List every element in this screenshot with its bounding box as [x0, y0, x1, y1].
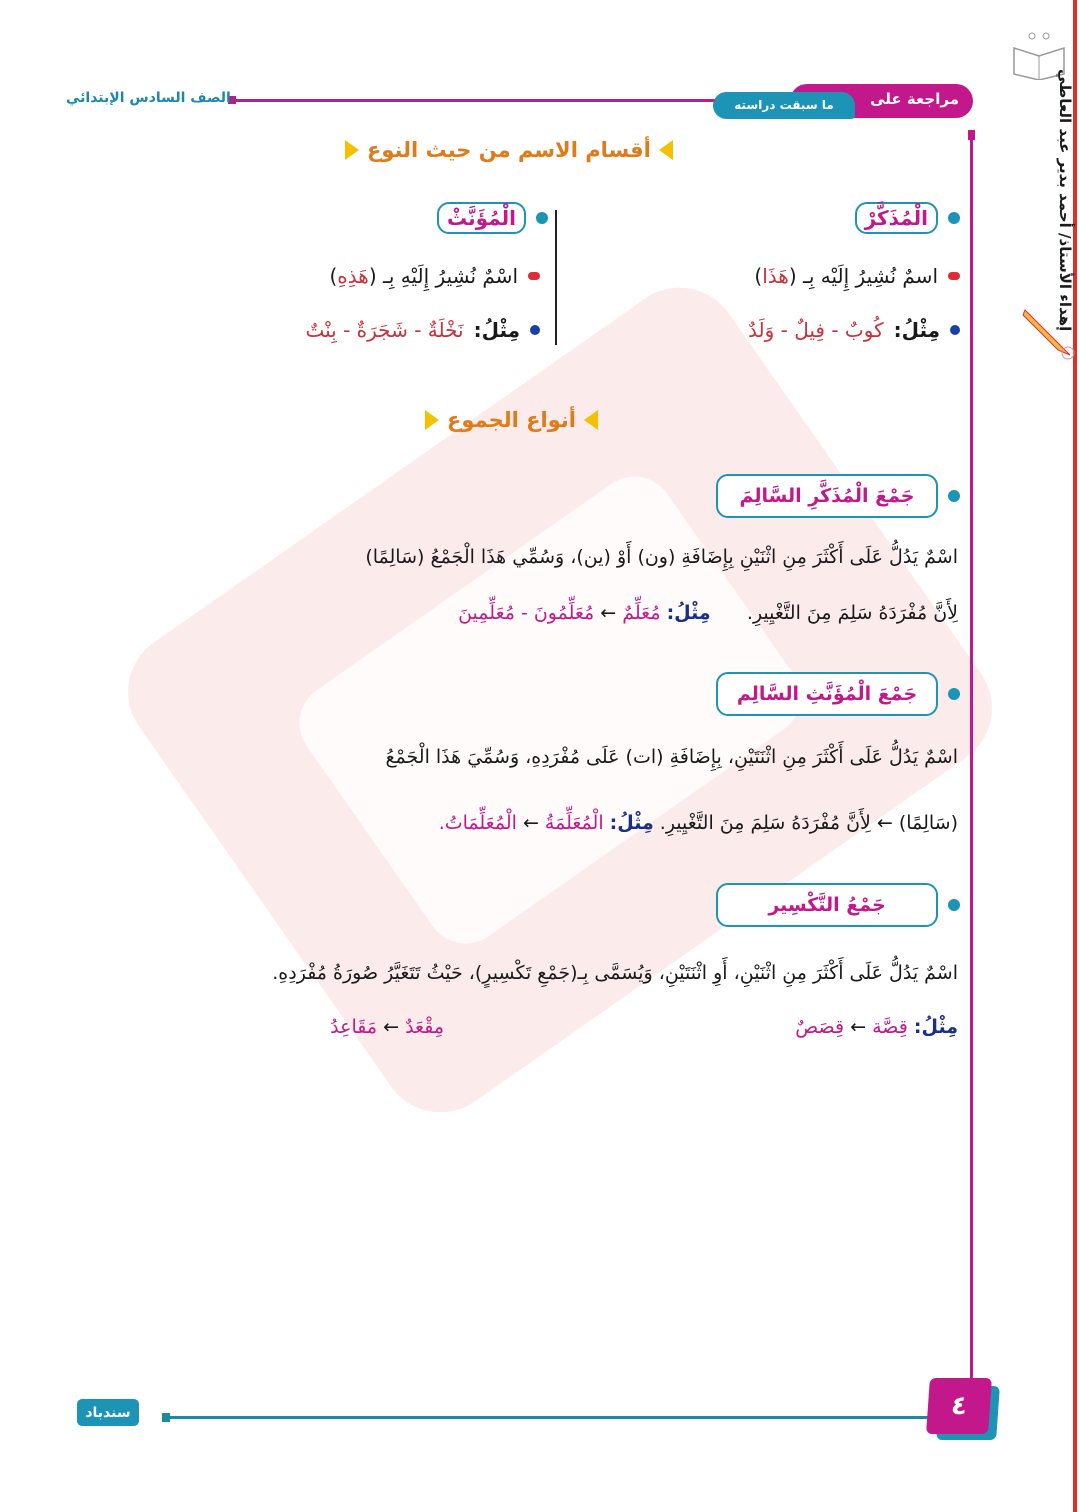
- broken-plural-line1: اسْمٌ يَدُلُّ عَلَى أَكْثَرَ مِنِ اثْنَيْنِ، أَوِ اثْنَتَيْنِ، وَيُسَمَّى بِـ(جَمْعِ تَكْسِيرٍ)، حَيْثُ تَتَغَيَّرُ صُورَةُ مُفْرَدِهِ.: [272, 962, 958, 984]
- triangle-icon: [584, 410, 598, 430]
- def-text: اسمٌ نُشِيرُ إِلَيْه بِـ (: [788, 264, 938, 288]
- feminine-heading: [437, 202, 548, 234]
- feminine-tag: الْمُؤَنَّثْ: [437, 202, 526, 234]
- example-label: مِثْلُ:: [893, 318, 940, 342]
- grade-label: الصف السادس الإبتدائي: [66, 90, 231, 106]
- broken-plural-example2: [330, 1016, 444, 1038]
- example-singular: قِصَّة: [872, 1016, 908, 1038]
- reason-text: لِأَنَّ مُفْرَدَهُ سَلِمَ مِنَ التَّغْيِيرِ.: [746, 602, 958, 624]
- bullet-icon: [948, 490, 960, 502]
- reason-text: لِأَنَّ مُفْرَدَهُ سَلِمَ مِنَ التَّغْيِيرِ.: [659, 812, 871, 834]
- example-singular: مُعَلِّمٌ: [622, 602, 661, 624]
- review-badge: مراجعة على: [790, 84, 973, 118]
- bullet-icon: [948, 899, 960, 911]
- example-label: مِثْلُ:: [666, 602, 711, 624]
- masc-plural-line2: [458, 602, 958, 624]
- arrow-icon: ←: [850, 1016, 867, 1038]
- previous-badge: ما سبقت دراسته: [713, 92, 855, 119]
- arrow-icon: ←: [522, 812, 539, 834]
- def-word: هَذَا: [762, 264, 789, 288]
- footer-line: [168, 1416, 933, 1419]
- credit-text: إهداء الأستاذ/ أحمد بدير عبد العاطي: [1056, 68, 1074, 332]
- masc-plural-tag: جَمْعَ الْمُذَكَّرِ السَّالِمَ: [716, 474, 938, 518]
- arrow-icon: ←: [383, 1016, 400, 1038]
- def-text: ): [754, 264, 763, 288]
- bullet-icon: [530, 325, 540, 335]
- header-line: [230, 99, 720, 102]
- triangle-icon: [425, 410, 439, 430]
- example-words: كُوبٌ - فِيلٌ - وَلَدٌ: [748, 318, 884, 342]
- section-title-plurals: [425, 408, 598, 432]
- section-title-text: أنواع الجموع: [447, 408, 576, 432]
- example-singular: مِقْعَدٌ: [405, 1016, 444, 1038]
- masculine-heading: [855, 202, 960, 234]
- def-text: ): [329, 264, 338, 288]
- feminine-definition: [329, 264, 540, 288]
- bullet-icon: [950, 325, 960, 335]
- feminine-examples: [305, 318, 540, 342]
- bullet-icon: [536, 212, 548, 224]
- section-title-text: أقسام الاسم من حيث النوع: [367, 138, 651, 162]
- masculine-tag: الْمُذَكَّرْ: [855, 202, 938, 234]
- example-label: مِثْلُ:: [473, 318, 520, 342]
- example-words: نَخْلَةٌ - شَجَرَةٌ - بِنْتٌ: [305, 318, 464, 342]
- arrow-icon: ←: [600, 602, 617, 624]
- fem-plural-line1: اسْمٌ يَدُلُّ عَلَى أَكْثَرَ مِنِ اثْنَتَيْنِ، بِإِضَافَةِ (ات) عَلَى مُفْرَدِهِ، وَسُمِّيَ هَذَا الْجَمْعُ: [385, 746, 958, 768]
- example-label: مِثْلُ:: [609, 812, 654, 834]
- masc-plural-heading: [716, 474, 960, 518]
- fem-plural-heading: [716, 672, 960, 716]
- example-singular: الْمُعَلِّمَةُ: [544, 812, 604, 834]
- dash-icon: [528, 272, 540, 280]
- bullet-icon: [948, 212, 960, 224]
- dash-icon: [948, 272, 960, 280]
- page-number: ٤: [926, 1378, 992, 1434]
- example-plural: مُعَلِّمُونَ - مُعَلِّمِينَ: [458, 602, 595, 624]
- example-label: مِثْلُ:: [913, 1016, 958, 1038]
- example-plural: مَقَاعِدُ: [330, 1016, 378, 1038]
- salim-text: (سَالِمًا): [898, 812, 958, 834]
- bullet-icon: [948, 688, 960, 700]
- fem-plural-line2: [439, 812, 958, 834]
- column-divider: [555, 210, 557, 345]
- broken-plural-heading: [716, 883, 960, 927]
- triangle-icon: [345, 140, 359, 160]
- triangle-icon: [659, 140, 673, 160]
- pencil-icon: [1020, 300, 1075, 360]
- example-plural: قِصَصٌ: [795, 1016, 845, 1038]
- masc-plural-line1: اسْمٌ يَدُلُّ عَلَى أَكْثَرَ مِنِ اثْنَيْنِ بِإِضَافَةِ (ون) أَوْ (ين)، وَسُمِّي هَذَا الْجَمْعُ (سَالِمًا): [365, 546, 958, 568]
- arrow-icon: ←: [876, 812, 893, 834]
- example-plural: الْمُعَلِّمَاتُ.: [438, 812, 517, 834]
- margin-line: [970, 132, 973, 1382]
- masculine-examples: [748, 318, 960, 342]
- broken-plural-example1: [795, 1016, 958, 1038]
- brand-logo: سندباد: [77, 1399, 139, 1426]
- def-text: اسْمٌ نُشِيرُ إِلَيْهِ بِـ (: [368, 264, 518, 288]
- def-word: هَذِهِ: [337, 264, 369, 288]
- broken-plural-tag: جَمْعُ التَّكْسِير: [716, 883, 938, 927]
- fem-plural-tag: جَمْعَ الْمُؤَنَّثِ السَّالِم: [716, 672, 938, 716]
- masculine-definition: [754, 264, 960, 288]
- section-title-gender: [345, 138, 673, 162]
